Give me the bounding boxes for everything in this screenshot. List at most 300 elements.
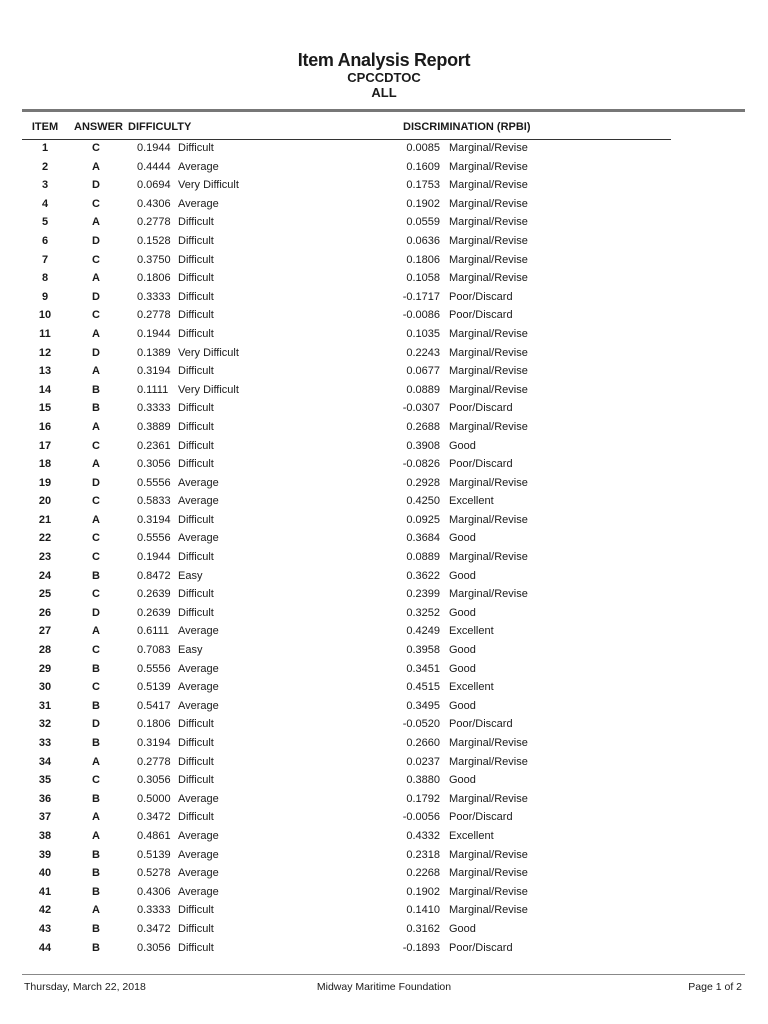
- cell-answer: B: [92, 941, 100, 954]
- cell-item: 17: [38, 439, 52, 452]
- cell-difficulty: 0.1944: [137, 142, 171, 154]
- table-row: [0, 754, 768, 773]
- cell-item: 2: [41, 160, 49, 173]
- table-row: [0, 345, 768, 364]
- cell-answer: B: [92, 737, 100, 749]
- table-row: [0, 456, 768, 475]
- cell-answer: B: [92, 383, 100, 396]
- table-row: [0, 400, 768, 419]
- cell-discrimination-label: Good: [449, 922, 476, 935]
- cell-discrimination-label: Marginal/Revise: [449, 365, 528, 378]
- cell-item: 33: [38, 737, 52, 749]
- cell-difficulty-label: Difficult: [178, 718, 214, 731]
- cell-discrimination-label: Marginal/Revise: [449, 234, 528, 247]
- cell-discrimination: -0.0826: [402, 458, 440, 471]
- cell-discrimination-label: Marginal/Revise: [449, 420, 528, 433]
- table-row: [0, 177, 768, 196]
- cell-discrimination-label: Marginal/Revise: [449, 272, 528, 285]
- cell-answer: B: [92, 402, 100, 415]
- cell-difficulty: 0.5556: [137, 532, 171, 545]
- cell-answer: B: [92, 885, 100, 898]
- footer-divider: [22, 974, 745, 975]
- cell-difficulty-label: Difficult: [178, 142, 214, 154]
- cell-difficulty-label: Difficult: [178, 420, 214, 433]
- cell-answer: A: [92, 458, 100, 471]
- cell-discrimination: 0.1806: [406, 253, 440, 266]
- cell-item: 3: [41, 179, 49, 192]
- table-row: [0, 270, 768, 289]
- cell-discrimination-label: Good: [449, 439, 476, 452]
- cell-difficulty: 0.3056: [137, 458, 171, 471]
- cell-discrimination: 0.1410: [406, 904, 440, 917]
- cell-answer: C: [92, 551, 100, 564]
- cell-discrimination: 0.2688: [406, 420, 440, 433]
- cell-discrimination-label: Marginal/Revise: [449, 551, 528, 564]
- table-row: [0, 884, 768, 903]
- cell-answer: B: [92, 569, 100, 582]
- cell-discrimination: 0.3495: [406, 699, 440, 712]
- cell-discrimination: 0.2268: [406, 867, 440, 880]
- table-row: [0, 940, 768, 959]
- cell-discrimination: 0.3252: [406, 606, 440, 619]
- cell-difficulty-label: Difficult: [178, 551, 214, 564]
- cell-difficulty-label: Difficult: [178, 941, 214, 954]
- cell-difficulty-label: Very Difficult: [178, 383, 239, 396]
- cell-discrimination-label: Poor/Discard: [449, 811, 513, 824]
- cell-difficulty-label: Difficult: [178, 737, 214, 749]
- cell-discrimination-label: Marginal/Revise: [449, 142, 528, 154]
- cell-difficulty-label: Difficult: [178, 811, 214, 824]
- cell-item: 39: [38, 848, 52, 861]
- cell-difficulty: 0.3333: [137, 904, 171, 917]
- cell-discrimination: 0.3162: [406, 922, 440, 935]
- cell-item: 10: [38, 309, 52, 322]
- table-header: [0, 121, 768, 135]
- cell-difficulty: 0.6111: [137, 625, 170, 638]
- cell-answer: A: [92, 513, 100, 526]
- cell-discrimination-label: Marginal/Revise: [449, 848, 528, 861]
- footer-organization: Midway Maritime Foundation: [316, 981, 452, 993]
- cell-item: 21: [38, 513, 52, 526]
- cell-discrimination: 0.0237: [406, 755, 440, 768]
- cell-discrimination-label: Marginal/Revise: [449, 197, 528, 210]
- cell-difficulty: 0.3889: [137, 420, 171, 433]
- cell-difficulty-label: Difficult: [178, 755, 214, 768]
- cell-answer: D: [92, 476, 100, 489]
- cell-difficulty: 0.1944: [137, 327, 171, 340]
- table-row: [0, 493, 768, 512]
- cell-difficulty: 0.5833: [137, 495, 171, 508]
- cell-discrimination-label: Marginal/Revise: [449, 160, 528, 173]
- cell-answer: C: [92, 142, 100, 154]
- table-row: [0, 382, 768, 401]
- table-row: [0, 233, 768, 252]
- table-row: [0, 419, 768, 438]
- table-row: [0, 475, 768, 494]
- table-row: [0, 661, 768, 680]
- cell-item: 25: [38, 588, 52, 601]
- cell-discrimination: 0.4249: [406, 625, 440, 638]
- cell-discrimination: 0.3622: [406, 569, 440, 582]
- cell-discrimination: 0.4332: [406, 829, 440, 842]
- cell-answer: A: [92, 811, 100, 824]
- cell-difficulty: 0.5556: [137, 662, 171, 675]
- cell-discrimination: -0.0307: [402, 402, 440, 415]
- table-row: [0, 772, 768, 791]
- cell-discrimination: 0.0636: [406, 234, 440, 247]
- cell-difficulty-label: Average: [178, 829, 219, 842]
- cell-discrimination-label: Marginal/Revise: [449, 792, 528, 805]
- table-row: [0, 605, 768, 624]
- cell-answer: B: [92, 922, 100, 935]
- table-row: [0, 252, 768, 271]
- cell-discrimination: 0.0085: [406, 142, 440, 154]
- cell-answer: A: [92, 272, 100, 285]
- cell-difficulty: 0.1806: [137, 272, 171, 285]
- cell-item: 34: [38, 755, 52, 768]
- cell-difficulty-label: Difficult: [178, 458, 214, 471]
- cell-answer: A: [92, 216, 100, 229]
- cell-discrimination-label: Poor/Discard: [449, 309, 513, 322]
- cell-item: 5: [41, 216, 49, 229]
- cell-difficulty-label: Average: [178, 476, 219, 489]
- cell-difficulty-label: Very Difficult: [178, 346, 239, 359]
- cell-discrimination-label: Poor/Discard: [449, 402, 513, 415]
- cell-difficulty-label: Difficult: [178, 402, 214, 415]
- cell-difficulty: 0.7083: [137, 644, 171, 657]
- cell-difficulty-label: Difficult: [178, 327, 214, 340]
- cell-discrimination: 0.0889: [406, 551, 440, 564]
- cell-discrimination: 0.3958: [406, 644, 440, 657]
- cell-item: 35: [38, 774, 52, 787]
- cell-discrimination: 0.1609: [406, 160, 440, 173]
- cell-discrimination-label: Poor/Discard: [449, 458, 513, 471]
- cell-difficulty: 0.2639: [137, 588, 171, 601]
- cell-item: 22: [38, 532, 52, 545]
- cell-item: 36: [38, 792, 52, 805]
- cell-answer: C: [92, 532, 100, 545]
- table-row: [0, 828, 768, 847]
- cell-difficulty: 0.1389: [137, 346, 171, 359]
- cell-difficulty-label: Difficult: [178, 513, 214, 526]
- cell-discrimination-label: Marginal/Revise: [449, 346, 528, 359]
- table-row: [0, 549, 768, 568]
- cell-item: 7: [41, 253, 49, 266]
- report-title: Item Analysis Report: [297, 50, 471, 70]
- cell-discrimination: 0.2399: [406, 588, 440, 601]
- cell-discrimination: 0.3880: [406, 774, 440, 787]
- cell-difficulty-label: Average: [178, 681, 219, 694]
- cell-item: 13: [38, 365, 52, 378]
- cell-item: 14: [38, 383, 52, 396]
- cell-discrimination: 0.3451: [406, 662, 440, 675]
- cell-difficulty-label: Difficult: [178, 606, 214, 619]
- table-row: [0, 289, 768, 308]
- cell-item: 42: [38, 904, 52, 917]
- cell-difficulty: 0.4444: [137, 160, 171, 173]
- cell-answer: A: [92, 904, 100, 917]
- cell-discrimination: 0.0889: [406, 383, 440, 396]
- cell-difficulty-label: Average: [178, 699, 219, 712]
- cell-discrimination: 0.3908: [406, 439, 440, 452]
- table-row: [0, 716, 768, 735]
- cell-difficulty-label: Difficult: [178, 253, 214, 266]
- report-group: ALL: [371, 85, 397, 100]
- cell-discrimination: -0.1893: [402, 941, 440, 954]
- cell-answer: A: [92, 420, 100, 433]
- cell-discrimination-label: Marginal/Revise: [449, 867, 528, 880]
- cell-discrimination: 0.0925: [406, 513, 440, 526]
- cell-answer: D: [92, 718, 100, 731]
- cell-difficulty-label: Average: [178, 495, 219, 508]
- cell-item: 26: [38, 606, 52, 619]
- cell-difficulty-label: Difficult: [178, 904, 214, 917]
- cell-discrimination: -0.0086: [402, 309, 440, 322]
- cell-item: 4: [41, 197, 49, 210]
- cell-difficulty-label: Average: [178, 867, 219, 880]
- cell-discrimination-label: Excellent: [449, 495, 494, 508]
- table-row: [0, 791, 768, 810]
- cell-discrimination-label: Marginal/Revise: [449, 476, 528, 489]
- cell-discrimination-label: Good: [449, 644, 476, 657]
- table-row: [0, 326, 768, 345]
- cell-difficulty: 0.2778: [137, 216, 171, 229]
- cell-discrimination-label: Marginal/Revise: [449, 588, 528, 601]
- table-row: [0, 568, 768, 587]
- cell-discrimination: 0.2928: [406, 476, 440, 489]
- table-row: [0, 159, 768, 178]
- cell-difficulty-label: Easy: [178, 644, 203, 657]
- cell-item: 11: [39, 327, 51, 340]
- table-row: [0, 642, 768, 661]
- cell-discrimination: 0.1902: [406, 885, 440, 898]
- cell-difficulty-label: Easy: [178, 569, 203, 582]
- cell-discrimination-label: Marginal/Revise: [449, 904, 528, 917]
- cell-difficulty-label: Very Difficult: [178, 179, 239, 192]
- cell-answer: B: [92, 662, 100, 675]
- cell-discrimination: 0.1902: [406, 197, 440, 210]
- column-header-item: ITEM: [31, 121, 59, 133]
- table-row: [0, 847, 768, 866]
- cell-discrimination-label: Excellent: [449, 681, 494, 694]
- cell-discrimination-label: Marginal/Revise: [449, 327, 528, 340]
- table-row: [0, 196, 768, 215]
- cell-item: 9: [41, 290, 49, 303]
- cell-item: 24: [38, 569, 52, 582]
- cell-discrimination-label: Good: [449, 774, 476, 787]
- cell-item: 16: [38, 420, 52, 433]
- cell-difficulty-label: Difficult: [178, 439, 214, 452]
- table-row: [0, 902, 768, 921]
- cell-discrimination: 0.1792: [406, 792, 440, 805]
- cell-discrimination: 0.1035: [406, 327, 440, 340]
- table-row: [0, 865, 768, 884]
- cell-discrimination-label: Good: [449, 569, 476, 582]
- cell-discrimination-label: Marginal/Revise: [449, 179, 528, 192]
- cell-difficulty-label: Average: [178, 197, 219, 210]
- cell-item: 31: [38, 699, 52, 712]
- cell-discrimination: 0.4515: [406, 681, 440, 694]
- cell-answer: B: [92, 792, 100, 805]
- cell-item: 40: [38, 867, 52, 880]
- cell-difficulty-label: Difficult: [178, 309, 214, 322]
- cell-discrimination: 0.1753: [406, 179, 440, 192]
- cell-difficulty-label: Difficult: [178, 272, 214, 285]
- cell-discrimination-label: Marginal/Revise: [449, 253, 528, 266]
- cell-answer: B: [92, 848, 100, 861]
- cell-difficulty-label: Difficult: [178, 365, 214, 378]
- cell-item: 44: [38, 941, 52, 954]
- table-row: [0, 679, 768, 698]
- table-row: [0, 809, 768, 828]
- cell-difficulty: 0.3056: [137, 774, 171, 787]
- cell-difficulty: 0.2639: [137, 606, 171, 619]
- cell-difficulty-label: Average: [178, 625, 219, 638]
- cell-item: 29: [38, 662, 52, 675]
- cell-discrimination-label: Good: [449, 699, 476, 712]
- cell-difficulty: 0.5417: [137, 699, 171, 712]
- cell-difficulty: 0.1944: [137, 551, 171, 564]
- cell-difficulty: 0.3194: [137, 737, 171, 749]
- cell-answer: A: [92, 755, 100, 768]
- cell-difficulty: 0.0694: [137, 179, 171, 192]
- cell-item: 38: [38, 829, 52, 842]
- cell-item: 20: [38, 495, 52, 508]
- cell-answer: C: [92, 588, 100, 601]
- cell-item: 15: [38, 402, 52, 415]
- cell-discrimination: 0.0559: [406, 216, 440, 229]
- cell-answer: C: [92, 253, 100, 266]
- cell-difficulty-label: Difficult: [178, 774, 214, 787]
- table-row: [0, 623, 768, 642]
- cell-difficulty-label: Average: [178, 792, 219, 805]
- cell-discrimination: 0.2318: [406, 848, 440, 861]
- cell-difficulty-label: Difficult: [178, 216, 214, 229]
- cell-discrimination-label: Good: [449, 662, 476, 675]
- cell-difficulty-label: Difficult: [178, 588, 214, 601]
- cell-difficulty-label: Average: [178, 848, 219, 861]
- cell-answer: C: [92, 681, 100, 694]
- table-row: [0, 307, 768, 326]
- cell-item: 27: [38, 625, 52, 638]
- cell-discrimination-label: Marginal/Revise: [449, 737, 528, 749]
- cell-difficulty: 0.1528: [137, 234, 171, 247]
- cell-answer: B: [92, 699, 100, 712]
- cell-discrimination-label: Marginal/Revise: [449, 513, 528, 526]
- cell-difficulty-label: Difficult: [178, 290, 214, 303]
- cell-answer: D: [92, 606, 100, 619]
- cell-difficulty: 0.2778: [137, 755, 171, 768]
- cell-item: 32: [38, 718, 52, 731]
- footer-date: Thursday, March 22, 2018: [24, 981, 146, 993]
- page-footer: [0, 981, 768, 995]
- cell-difficulty: 0.3333: [137, 290, 171, 303]
- cell-discrimination: 0.3684: [406, 532, 440, 545]
- table-row: [0, 735, 768, 754]
- table-row: [0, 586, 768, 605]
- cell-item: 12: [38, 346, 52, 359]
- cell-discrimination-label: Marginal/Revise: [449, 755, 528, 768]
- cell-discrimination: -0.1717: [402, 290, 440, 303]
- cell-discrimination: 0.4250: [406, 495, 440, 508]
- cell-difficulty: 0.5139: [137, 848, 171, 861]
- cell-answer: D: [92, 290, 100, 303]
- cell-difficulty-label: Average: [178, 532, 219, 545]
- cell-difficulty: 0.5278: [137, 867, 171, 880]
- table-row: [0, 214, 768, 233]
- cell-item: 6: [41, 234, 49, 247]
- cell-difficulty: 0.3056: [137, 941, 171, 954]
- cell-answer: D: [92, 234, 100, 247]
- cell-difficulty: 0.2778: [137, 309, 171, 322]
- cell-difficulty: 0.3194: [137, 365, 171, 378]
- cell-item: 23: [38, 551, 52, 564]
- table-row: [0, 438, 768, 457]
- cell-answer: A: [92, 829, 100, 842]
- cell-discrimination: 0.1058: [406, 272, 440, 285]
- cell-item: 1: [41, 142, 49, 154]
- cell-item: 37: [38, 811, 52, 824]
- cell-discrimination-label: Good: [449, 532, 476, 545]
- table-body: [0, 140, 768, 958]
- cell-answer: C: [92, 439, 100, 452]
- cell-discrimination: 0.0677: [406, 365, 440, 378]
- cell-discrimination-label: Marginal/Revise: [449, 216, 528, 229]
- cell-difficulty: 0.4306: [137, 885, 171, 898]
- cell-difficulty-label: Average: [178, 160, 219, 173]
- cell-difficulty: 0.3194: [137, 513, 171, 526]
- cell-item: 18: [38, 458, 52, 471]
- cell-answer: C: [92, 495, 100, 508]
- cell-item: 43: [38, 922, 52, 935]
- footer-page-number: Page 1 of 2: [688, 981, 742, 993]
- cell-difficulty: 0.3472: [137, 922, 171, 935]
- cell-difficulty: 0.4306: [137, 197, 171, 210]
- table-row: [0, 530, 768, 549]
- cell-answer: B: [92, 867, 100, 880]
- cell-difficulty: 0.5139: [137, 681, 171, 694]
- table-row: [0, 140, 768, 159]
- cell-difficulty: 0.8472: [137, 569, 171, 582]
- cell-discrimination-label: Marginal/Revise: [449, 885, 528, 898]
- cell-difficulty-label: Average: [178, 885, 219, 898]
- cell-answer: A: [92, 625, 100, 638]
- cell-difficulty-label: Average: [178, 662, 219, 675]
- cell-item: 8: [41, 272, 49, 285]
- cell-answer: D: [92, 179, 100, 192]
- cell-difficulty: 0.2361: [137, 439, 171, 452]
- cell-answer: C: [92, 197, 100, 210]
- table-row: [0, 698, 768, 717]
- cell-difficulty: 0.1806: [137, 718, 171, 731]
- cell-discrimination: -0.0056: [402, 811, 440, 824]
- header-divider: [22, 109, 745, 112]
- cell-difficulty: 0.3333: [137, 402, 171, 415]
- cell-discrimination-label: Poor/Discard: [449, 941, 513, 954]
- cell-difficulty: 0.3750: [137, 253, 171, 266]
- cell-difficulty: 0.5556: [137, 476, 171, 489]
- cell-item: 28: [38, 644, 52, 657]
- cell-item: 30: [38, 681, 52, 694]
- cell-discrimination: -0.0520: [402, 718, 440, 731]
- cell-discrimination-label: Poor/Discard: [449, 718, 513, 731]
- cell-answer: C: [92, 309, 100, 322]
- cell-difficulty-label: Difficult: [178, 922, 214, 935]
- cell-answer: C: [92, 644, 100, 657]
- cell-answer: A: [92, 160, 100, 173]
- table-row: [0, 921, 768, 940]
- cell-difficulty-label: Difficult: [178, 234, 214, 247]
